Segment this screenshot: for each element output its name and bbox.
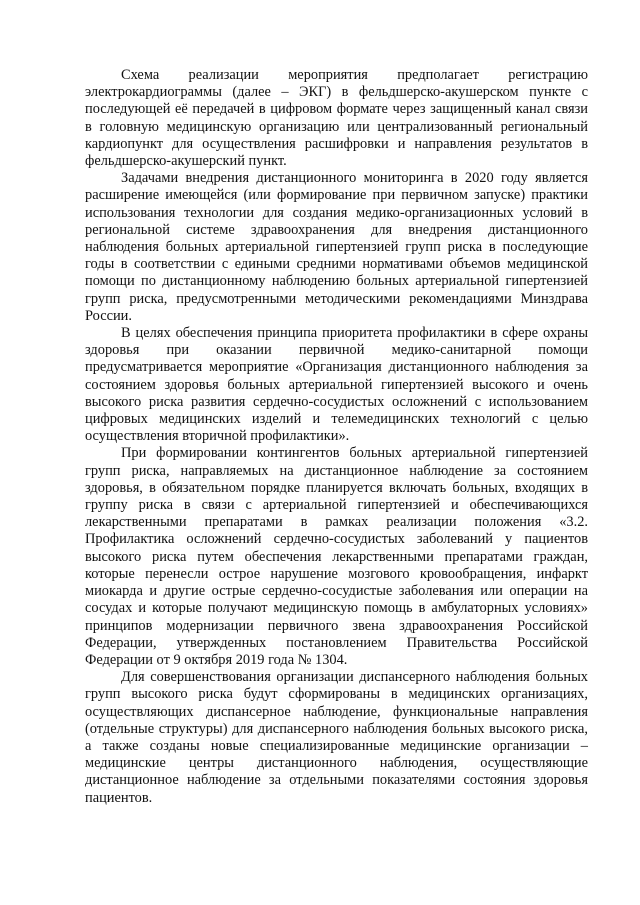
paragraph-dispensary-improvement: Для совершенствования организации диспансерного наблюдения больных групп высокого риска будут сформированы в медицинских организациях, осуществляющих диспансерное наблюдение, функциональные направления (отдельные структуры) для диспансерного наблюдения больных высокого риска, а также созданы новые специализированные медицинские организации – медицинские центры дистанционного наблюдения, осуществляющие дистанционное наблюдение за отдельными показателями состояния здоровья пациентов. bbox=[85, 669, 588, 806]
paragraph-ecg-scheme: Схема реализации мероприятия предполагает регистрацию электрокардиограммы (далее – ЭКГ) в фельдшерско-акушерском пункте с последующей её передачей в цифровом формате через защищенный канал связи в головную медицинскую организацию или централизованный региональный кардиопункт для осуществления расшифровки и направления результатов в фельдшерско-акушерский пункт. bbox=[85, 67, 588, 170]
paragraph-prevention-priority: В целях обеспечения принципа приоритета профилактики в сфере охраны здоровья при оказании первичной медико-санитарной помощи предусматривается мероприятие «Организация дистанционного наблюдения за состоянием здоровья больных артериальной гипертензией высокого и очень высокого риска развития сердечно-сосудистых осложнений с использованием цифровых медицинских изделий и телемедицинских технологий с целью осуществления вторичной профилактики». bbox=[85, 325, 588, 445]
paragraph-monitoring-tasks: Задачами внедрения дистанционного мониторинга в 2020 году является расширение имеющейся (или формирование при первичном запуске) практики использования технологии для создания медико-организационных условий в региональной системе здравоохранения для внедрения дистанционного наблюдения больных артериальной гипертензией групп риска в последующие годы в соответствии с едиными средними нормативами объемов медицинской помощи по дистанционному наблюдению больных артериальной гипертензией групп риска, предусмотренными методическими рекомендациями Минздрава России. bbox=[85, 170, 588, 324]
paragraph-patient-groups: При формировании контингентов больных артериальной гипертензией групп риска, направляемых на дистанционное наблюдение за состоянием здоровья, в обязательном порядке планируется включать больных, входящих в группу риска в связи с артериальной гипертензией и обеспечивающихся лекарственными препаратами в рамках реализации положения «3.2. Профилактика осложнений сердечно-сосудистых заболеваний у пациентов высокого риска путем обеспечения лекарственными препаратами граждан, которые перенесли острое нарушение мозгового кровообращения, инфаркт миокарда и другие острые сердечно-сосудистые заболевания или операции на сосудах и которые получают медицинскую помощь в амбулаторных условиях» принципов модернизации первичного звена здравоохранения Российской Федерации, утвержденных постановлением Правительства Российской Федерации от 9 октября 2019 года № 1304. bbox=[85, 445, 588, 668]
document-page bbox=[85, 67, 588, 807]
